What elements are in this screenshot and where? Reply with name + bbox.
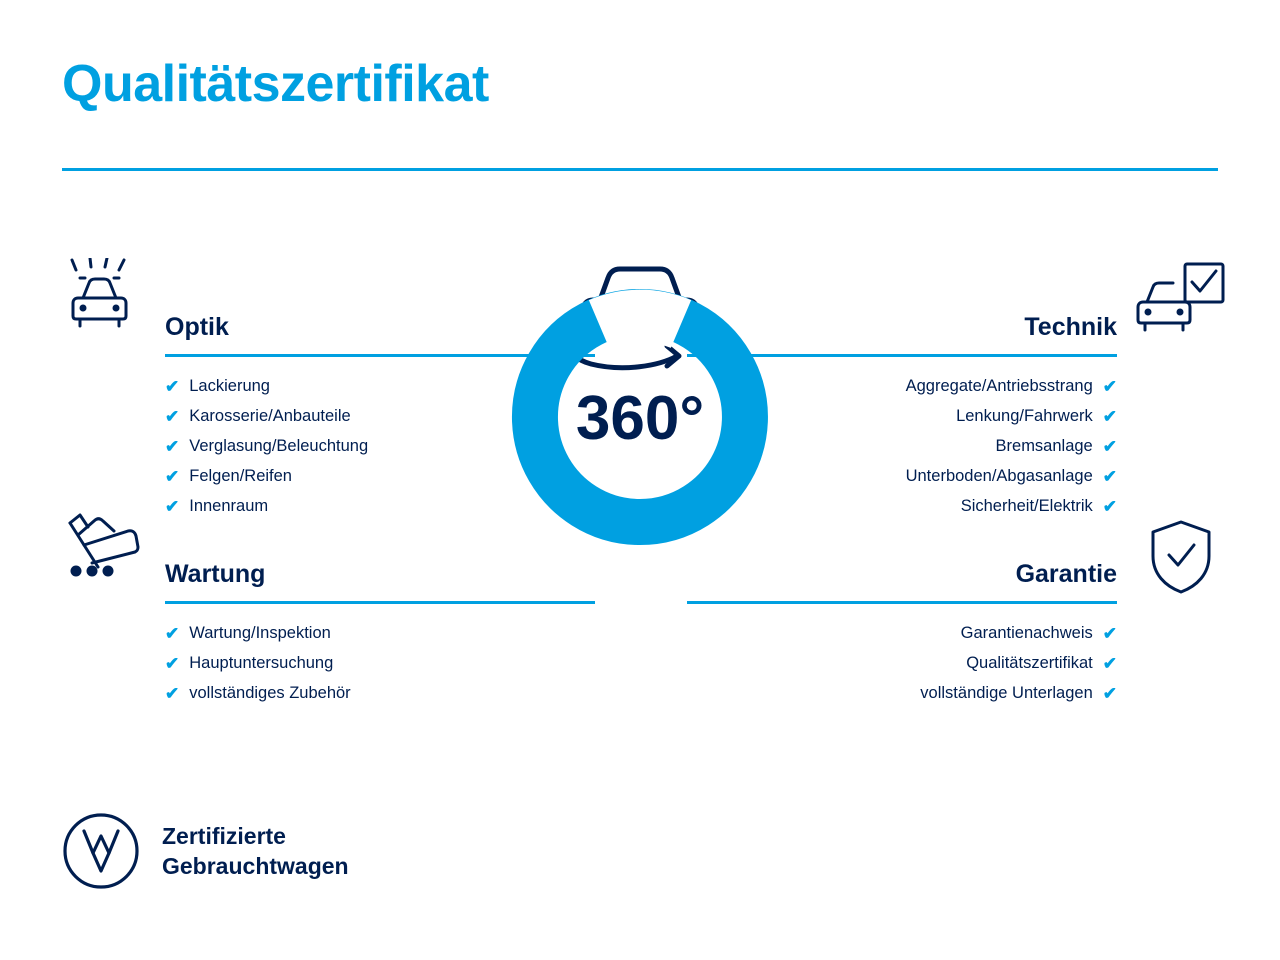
section-optik-title: Optik [165,313,229,341]
car-checklist-icon [1135,258,1227,344]
section-wartung [165,545,595,708]
section-wartung-divider [165,601,595,604]
list-item-label: Innenraum [189,497,269,515]
list-item [165,678,595,708]
footer-line-2: Gebrauchtwagen [162,853,349,879]
list-item-label: Felgen/Reifen [189,467,292,485]
section-optik [165,298,595,521]
footer-line-1: Zertifizierte [162,823,286,849]
section-garantie-divider [687,601,1117,604]
check-icon: ✔ [1102,653,1117,673]
section-wartung-title: Wartung [165,560,266,588]
check-icon: ✔ [1102,406,1117,426]
section-optik-divider [165,354,595,357]
list-item [165,648,595,678]
check-icon: ✔ [1102,683,1117,703]
section-garantie-head [687,545,1117,591]
footer-brand [62,812,349,890]
list-item-label: Verglasung/Beleuchtung [189,437,369,455]
section-wartung-list [165,618,595,708]
list-item [165,491,595,521]
list-item-label: Lackierung [189,377,270,395]
badge-arc-label: Gebrauchtwagen-Check [519,500,761,591]
list-item [687,648,1117,678]
list-item [687,461,1117,491]
list-item-label: Sicherheit/Elektrik [960,497,1093,515]
check-icon: ✔ [165,623,180,643]
check-icon: ✔ [1102,466,1117,486]
car-lift-icon [58,505,150,591]
section-technik-divider [687,354,1117,357]
list-item [165,371,595,401]
list-item-label: Hauptuntersuchung [189,654,334,672]
list-item [687,618,1117,648]
section-wartung-head [165,545,595,591]
check-icon: ✔ [1102,496,1117,516]
check-icon: ✔ [165,436,180,456]
check-icon: ✔ [1102,623,1117,643]
section-technik-title: Technik [1024,313,1117,341]
section-technik-head [687,298,1117,344]
check-icon: ✔ [1102,436,1117,456]
list-item [687,401,1117,431]
list-item-label: vollständige Unterlagen [920,684,1093,702]
section-garantie-title: Garantie [1015,560,1117,588]
section-technik-list [687,371,1117,521]
page-title: Qualitätszertifikat [62,55,489,113]
section-optik-head [165,298,595,344]
list-item [165,431,595,461]
section-technik [687,298,1117,521]
list-item-label: Karosserie/Anbauteile [189,407,351,425]
shield-check-icon [1148,518,1214,596]
list-item [165,618,595,648]
list-item-label: Unterboden/Abgasanlage [905,467,1093,485]
list-item [165,401,595,431]
check-icon: ✔ [165,683,180,703]
check-icon: ✔ [165,466,180,486]
badge-value: 360° [575,384,705,453]
list-item-label: Wartung/Inspektion [189,624,331,642]
section-garantie [687,545,1117,708]
list-item [687,491,1117,521]
list-item [687,678,1117,708]
list-item-label: Garantienachweis [960,624,1093,642]
list-item [687,371,1117,401]
check-icon: ✔ [165,496,180,516]
vw-logo-icon [62,812,140,890]
footer-text [162,821,349,881]
check-icon: ✔ [1102,376,1117,396]
list-item-label: Aggregate/Antriebsstrang [905,377,1093,395]
section-garantie-list [687,618,1117,708]
title-divider [62,168,1218,171]
list-item-label: vollständiges Zubehör [189,684,351,702]
list-item [687,431,1117,461]
list-item [165,461,595,491]
list-item-label: Lenkung/Fahrwerk [956,407,1093,425]
car-wash-icon [58,258,150,344]
list-item-label: Qualitätszertifikat [966,654,1093,672]
check-icon: ✔ [165,406,180,426]
list-item-label: Bremsanlage [995,437,1093,455]
check-icon: ✔ [165,376,180,396]
section-optik-list [165,371,595,521]
check-icon: ✔ [165,653,180,673]
